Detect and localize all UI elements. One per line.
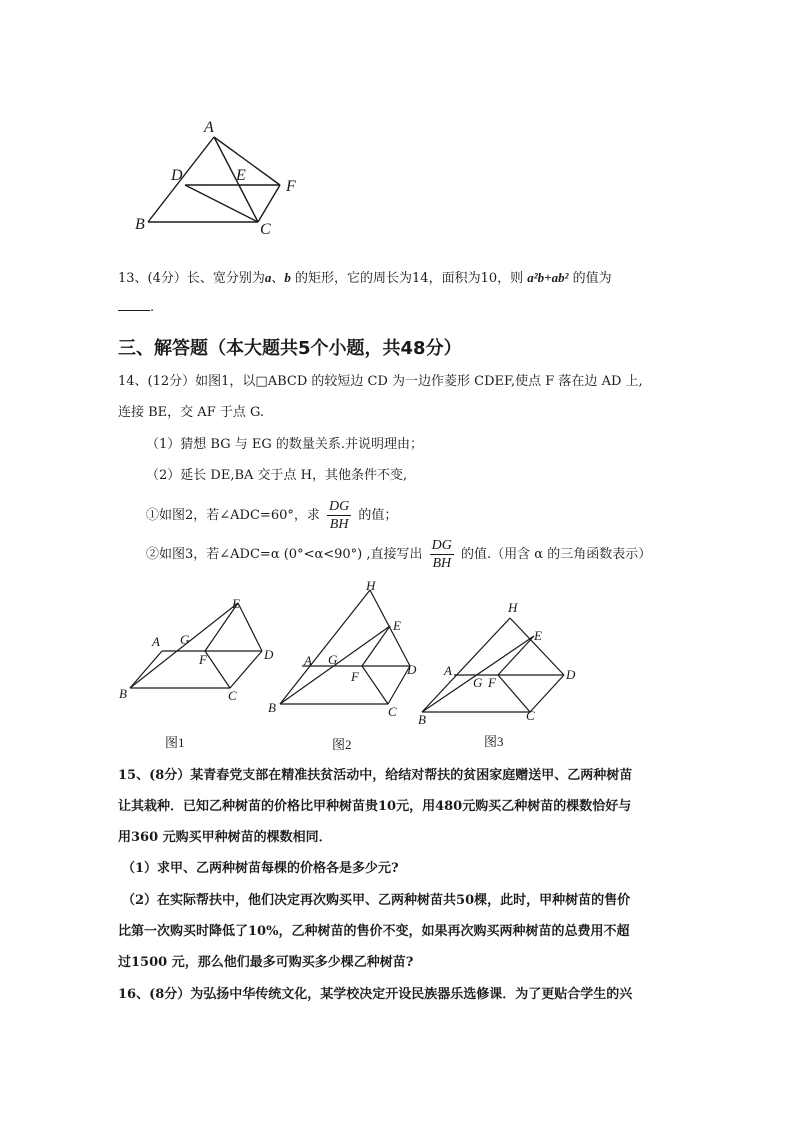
figures-row	[110, 578, 590, 756]
fig1-label-G: G	[180, 632, 190, 647]
label-E: E	[236, 167, 246, 184]
fraction-denominator: BH	[329, 517, 349, 532]
q15-line2: 让其栽种．已知乙种树苗的价格比甲种树苗贵10元，用480元购买乙种树苗的棵数恰好与	[118, 799, 632, 814]
figure-1	[130, 603, 262, 688]
q14-sub2: （2）延长 DE,BA 交于点 H，其他条件不变,	[146, 468, 408, 483]
q15-line1: 15、(8分）某青春党支部在精准扶贫活动中，给结对帮扶的贫困家庭赠送甲、乙两种树苗	[118, 768, 633, 783]
fig2-caption: 图2	[332, 737, 352, 752]
fig2-label-C: C	[388, 704, 397, 719]
fraction-dg-bh-2	[430, 537, 454, 572]
segment-AF	[214, 137, 280, 185]
fig1-label-B: B	[119, 686, 127, 701]
fig3-label-H: H	[508, 600, 518, 615]
q15-line3: 用360 元购买甲种树苗的棵数相同．	[118, 830, 332, 845]
label-B: B	[135, 216, 145, 233]
fig3-label-B: B	[418, 712, 426, 727]
fig3-caption: 图3	[484, 734, 504, 749]
q14-sub1: （1）猜想 BG 与 EG 的数量关系.并说明理由；	[146, 437, 423, 452]
fig3-label-G: G	[473, 675, 483, 690]
label-F: F	[286, 178, 296, 195]
fraction-denominator: BH	[432, 556, 452, 571]
fig2-label-F: F	[351, 669, 359, 684]
fig3-label-C: C	[526, 708, 535, 723]
label-A: A	[204, 119, 214, 136]
q14-part1	[146, 495, 397, 537]
q13-suffix: 的值为	[568, 271, 612, 286]
fraction-numerator: DG	[431, 538, 452, 553]
fig2-label-H: H	[366, 578, 376, 593]
q13-var-b: b	[284, 270, 291, 285]
fraction-dg-bh	[327, 498, 351, 533]
fig1-label-D: D	[264, 647, 274, 662]
answer-blank	[118, 298, 150, 311]
fig2-label-A: A	[304, 653, 312, 668]
q13-prefix: 13、(4分）长、宽分别为	[118, 271, 265, 286]
question-13-answer-line	[118, 298, 154, 318]
q15-line6: 比第一次购买时降低了10%，乙种树苗的售价不变，如果再次购买两种树苗的总费用不超	[118, 924, 630, 939]
fig3-label-D: D	[566, 667, 576, 682]
q14-part2-prefix: ②如图3，若∠ADC=α (0°<α<90°) ,直接写出	[146, 547, 427, 562]
section-title: 三、解答题（本大题共5个小题，共48分）	[118, 338, 462, 359]
label-D: D	[171, 167, 183, 184]
fraction-numerator: DG	[329, 499, 350, 514]
q13-end: .	[150, 300, 155, 315]
q13-expression: a²b+ab²	[527, 270, 569, 285]
q14-part1-suffix: 的值；	[354, 508, 398, 523]
fig2-label-E: E	[393, 618, 401, 633]
fig1-label-A: A	[152, 634, 160, 649]
figure-top	[130, 112, 310, 240]
q15-line7: 过1500 元，那么他们最多可购买多少棵乙种树苗?	[118, 955, 414, 970]
fig1-caption: 图1	[165, 735, 185, 750]
q15-sub2: （2）在实际帮扶中，他们决定再次购买甲、乙两种树苗共50棵，此时，甲种树苗的售价	[122, 893, 631, 908]
fig2-label-D: D	[407, 662, 417, 677]
fig2-label-B: B	[268, 700, 276, 715]
segment-DC	[185, 185, 258, 222]
q13-sep: 、	[271, 271, 285, 286]
segment-FC	[258, 185, 280, 222]
fig1-label-F: F	[199, 652, 207, 667]
fig3-label-F: F	[488, 675, 496, 690]
q14-part2-suffix: 的值.（用含 α 的三角函数表示）	[456, 547, 652, 562]
q13-var-a: a	[264, 270, 272, 285]
fig3-label-E: E	[534, 628, 542, 643]
fig2-label-G: G	[328, 652, 338, 667]
fig1-label-E: E	[232, 596, 240, 611]
q14-line1: 14、(12分）如图1，以□ABCD 的较短边 CD 为一边作菱形 CDEF,使点 F 落在边 AD 上,	[118, 374, 643, 389]
q14-part2	[146, 534, 651, 576]
figure-2	[280, 590, 410, 704]
q15-sub1: （1）求甲、乙两种树苗每棵的价格各是多少元?	[122, 861, 399, 876]
fig3-label-A: A	[444, 663, 452, 678]
q14-part1-prefix: ①如图2，若∠ADC=60°，求	[146, 508, 324, 523]
q16-line1: 16、(8分）为弘扬中华传统文化，某学校决定开设民族器乐选修课．为了更贴合学生的兴	[118, 987, 633, 1002]
q14-line2: 连接 BE，交 AF 于点 G.	[118, 405, 265, 420]
q13-middle: 的矩形，它的周长为14，面积为10，则	[290, 271, 528, 286]
question-13	[118, 268, 612, 289]
fig1-label-C: C	[228, 688, 237, 703]
label-C: C	[260, 221, 271, 238]
